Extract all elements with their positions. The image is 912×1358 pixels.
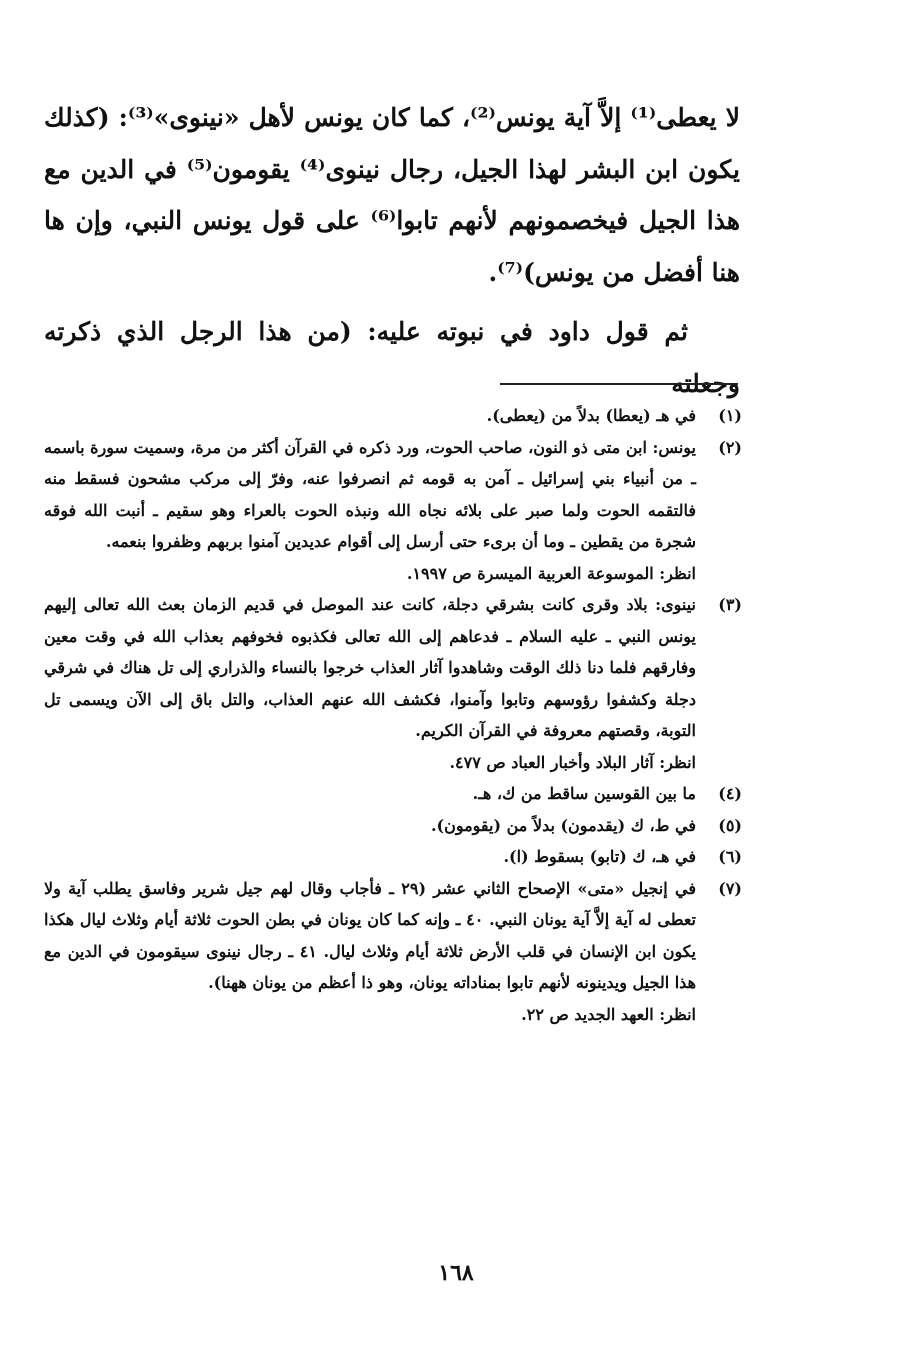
footnote-number: (٧) — [718, 878, 742, 898]
footnote-text: يونس: ابن متى ذو النون، صاحب الحوت، ورد ذكره في القرآن أكثر من مرة، وسميت سورة باسمه ـ من أنبياء بني إسرائيل ـ آمن به قومه ثم انصرفوا عنه، وفرّ إلى مركب مشحون فسقط منه فالتقمه الحوت ولما صبر على بلائه نجاه الله ونبذه الحوت بالعراء وهو سقيم ـ أنبت الله فوقه شجرة من يقطين ـ وما أن برىء حتى أرسل إلى أقوام عديدين آمنوا بربهم وظفروا بنعمه. — [44, 437, 696, 551]
footnote-text: نينوى: بلاد وقرى كانت بشرقي دجلة، كانت عند الموصل في قديم الزمان بعث الله تعالى إليهم يونس النبي ـ عليه السلام ـ فدعاهم إلى الله تعالى فكذبوه فخوفهم بعذاب الله في وقت معين وفارقهم فلما دنا ذلك الوقت وشاهدوا آثار العذاب خرجوا بالنساء والذراري إلى تل هناك في شرقي دجلة وكشفوا رؤوسهم وتابوا وآمنوا، فكشف الله عنهم العذاب، والتل باق إلى الآن ويسمى تل التوبة، وقصتهم معروفة في القرآن الكريم. — [44, 595, 697, 740]
footnote — [44, 400, 742, 432]
footnote — [44, 778, 742, 810]
footnote-number: (٦) — [718, 847, 742, 866]
footnote — [44, 873, 742, 1031]
footnote-text: في هـ، ك (تابو) بسقوط (ا). — [503, 847, 696, 866]
footnote-number: (١) — [718, 406, 742, 425]
footnote-number: (٢) — [718, 437, 742, 457]
footnote-reference: انظر: العهد الجديد ص ٢٢. — [521, 1004, 696, 1024]
footnote-text: في ط، ك (يقدمون) بدلاً من (يقومون). — [430, 815, 696, 835]
footnote — [44, 432, 742, 590]
footnote-separator — [500, 383, 738, 385]
main-text — [44, 92, 740, 409]
footnote-number: (٥) — [718, 815, 742, 835]
main-paragraph: لا يعطى⁽¹⁾ إلاَّ آية يونس⁽²⁾، كما كان يونس لأهل «نينوى»⁽³⁾: (كذلك يكون ابن البشر لهذا الجيل، رجال نينوى⁽⁴⁾ يقومون⁽⁵⁾ في الدين مع هذا الجيل فيخصمونهم لأنهم تابوا⁽⁶⁾ على قول يونس النبي، وإن ها هنا أفضل من يونس)⁽⁷⁾. — [44, 103, 741, 287]
footnote-reference: انظر: آثار البلاد وأخبار العباد ص ٤٧٧. — [449, 752, 696, 772]
footnote-number: (٣) — [718, 595, 742, 614]
footnote-text: ما بين القوسين ساقط من ك، هـ. — [472, 784, 696, 803]
footnote — [44, 589, 742, 778]
main-paragraph: ثم قول داود في نبوته عليه: (من هذا الرجل الذي ذكرته وجعلته — [44, 317, 740, 398]
footnotes — [44, 400, 742, 1030]
footnote-text: في هـ (يعطا) بدلاً من (يعطى). — [486, 406, 696, 425]
page-number: ١٦٨ — [438, 1260, 474, 1286]
footnote — [44, 810, 742, 842]
footnote — [44, 841, 742, 873]
footnote-number: (٤) — [718, 784, 742, 803]
footnote-text: في إنجيل «متى» الإصحاح الثاني عشر (٢٩ ـ فأجاب وقال لهم جيل شرير وفاسق يطلب آية ولا تعطى له آية إلاَّ آية يونان النبي. ٤٠ ـ وإنه كما كان يونان في بطن الحوت ثلاثة أيام وثلاث ليال هكذا يكون ابن الإنسان في قلب الأرض ثلاثة أيام وثلاث ليال. ٤١ ـ رجال نينوى سيقومون في الدين مع هذا الجيل ويدينونه لأنهم تابوا بمناداته يونان، وهو ذا أعظم من يونان ههنا). — [44, 878, 697, 992]
footnote-reference: انظر: الموسوعة العربية الميسرة ص ١٩٩٧. — [406, 563, 696, 583]
